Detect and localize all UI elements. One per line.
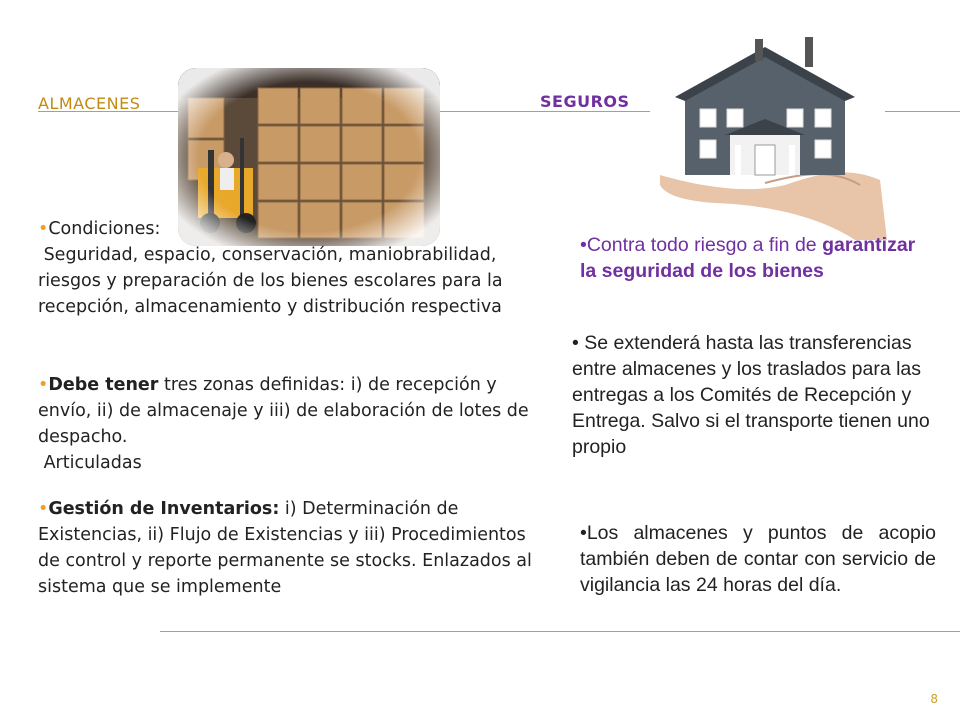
section-title-almacenes: ALMACENES: [38, 94, 141, 113]
zones-bold: Debe tener: [48, 375, 159, 395]
bullet: •: [38, 375, 49, 395]
inventory-bold: Gestión de Inventarios:: [48, 499, 280, 519]
security-text: Los almacenes y puntos de acopio también deben de contar con servicio de vigilancia las 24 horas del día.: [580, 522, 936, 596]
header-rule-middle: [438, 111, 650, 112]
bullet: •: [38, 219, 49, 239]
right-item-transfers: [572, 330, 930, 460]
bullet: •: [580, 234, 587, 256]
conditions-label: Condiciones:: [48, 219, 161, 239]
header-rule-right: [885, 111, 960, 112]
insurance-bold: garantizar la seguridad de los bienes: [580, 234, 916, 282]
house-in-hand-image: [655, 35, 887, 240]
bullet: •: [572, 332, 579, 354]
conditions-rest: es para la recepción, almacenamiento y distribución respectiva: [38, 271, 503, 317]
left-item-inventory: [38, 496, 538, 600]
left-item-conditions: [38, 216, 558, 320]
bullet: •: [580, 522, 587, 544]
footer-rule: [160, 631, 960, 632]
conditions-bold: Seguridad, espacio, conservación, maniobrabilidad, riesgos y preparación de los bienes escolar: [38, 245, 497, 291]
page-number: 8: [930, 692, 938, 706]
insurance-lead: Contra todo riesgo a fin de: [586, 234, 823, 256]
zones-extra: Articuladas: [43, 453, 142, 473]
right-item-insurance: [580, 232, 930, 284]
section-title-seguros: SEGUROS: [540, 92, 630, 111]
left-item-zones: [38, 372, 538, 476]
inventory-rest: i) Determinación de Existencias, ii) Flujo de Existencias y iii) Procedimientos de control y reporte permanente se stocks. Enlazados al sistema que se implemente: [38, 499, 532, 597]
zones-rest: tres zonas definidas: i) de recepción y envío, ii) de almacenaje y iii) de elaboración de lotes de despacho.: [38, 375, 529, 447]
right-item-security: [580, 520, 936, 598]
transfers-text: Se extenderá hasta las transferencias entre almacenes y los traslados para las entregas a los Comités de Recepción y Entrega. Salvo si el transporte tienen uno propio: [572, 332, 930, 458]
bullet: •: [38, 499, 49, 519]
